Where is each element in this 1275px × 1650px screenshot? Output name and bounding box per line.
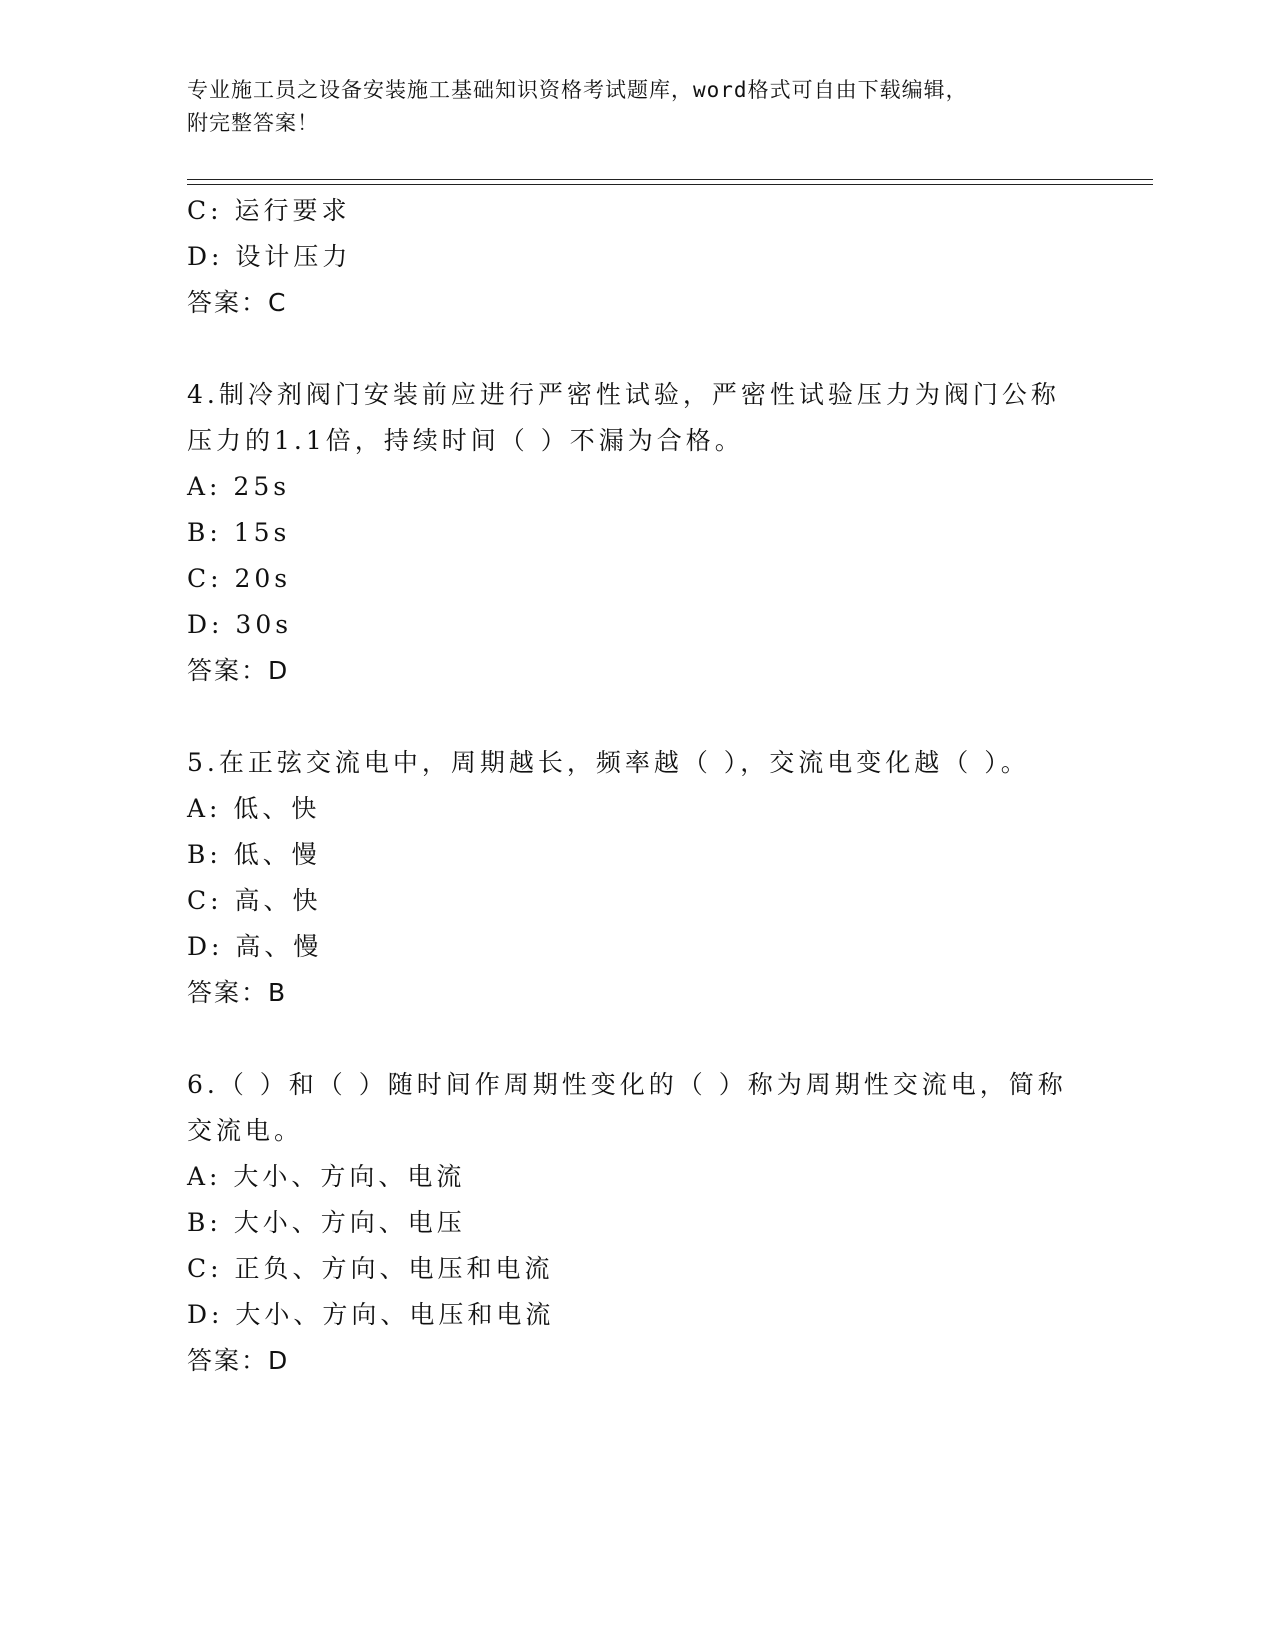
option-a: A: 低、快 xyxy=(187,794,321,823)
option-a: A: 大小、方向、电流 xyxy=(187,1162,466,1191)
option-b: B: 15s xyxy=(187,518,291,547)
header-divider-bottom xyxy=(187,184,1153,185)
document-body xyxy=(187,188,1127,1384)
answer-line: 答案：B xyxy=(187,978,288,1007)
option-d: D: 30s xyxy=(187,610,293,639)
option-c: C: 运行要求 xyxy=(187,196,351,225)
option-a: A: 25s xyxy=(187,472,291,501)
question-stem: 4.制冷剂阀门安装前应进行严密性试验，严密性试验压力为阀门公称 xyxy=(187,380,1060,409)
header-line-2: 附完整答案！ xyxy=(187,111,319,135)
answer-line: 答案：D xyxy=(187,656,290,685)
answer-line: 答案：D xyxy=(187,1346,290,1375)
spacer xyxy=(187,1016,1127,1062)
option-c: C: 20s xyxy=(187,564,292,593)
spacer xyxy=(187,326,1127,372)
question-stem: 交流电。 xyxy=(187,1116,304,1145)
option-b: B: 低、慢 xyxy=(187,840,321,869)
header-divider-top xyxy=(187,179,1153,180)
option-c: C: 正负、方向、电压和电流 xyxy=(187,1254,554,1283)
spacer xyxy=(187,694,1127,740)
option-c: C: 高、快 xyxy=(187,886,322,915)
question-stem: 压力的1.1倍，持续时间（ ）不漏为合格。 xyxy=(187,426,744,455)
option-d: D: 设计压力 xyxy=(187,242,352,271)
header-line-1: 专业施工员之设备安装施工基础知识资格考试题库，word格式可自由下载编辑， xyxy=(187,78,968,102)
option-b: B: 大小、方向、电压 xyxy=(187,1208,466,1237)
answer-line: 答案：C xyxy=(187,288,288,317)
option-d: D: 大小、方向、电压和电流 xyxy=(187,1300,555,1329)
document-header xyxy=(187,74,1087,140)
option-d: D: 高、慢 xyxy=(187,932,323,961)
question-stem: 6.（ ）和（ ）随时间作周期性变化的（ ）称为周期性交流电，简称 xyxy=(187,1070,1067,1099)
question-stem: 5.在正弦交流电中，周期越长，频率越（ ），交流电变化越（ ）。 xyxy=(187,748,1030,777)
